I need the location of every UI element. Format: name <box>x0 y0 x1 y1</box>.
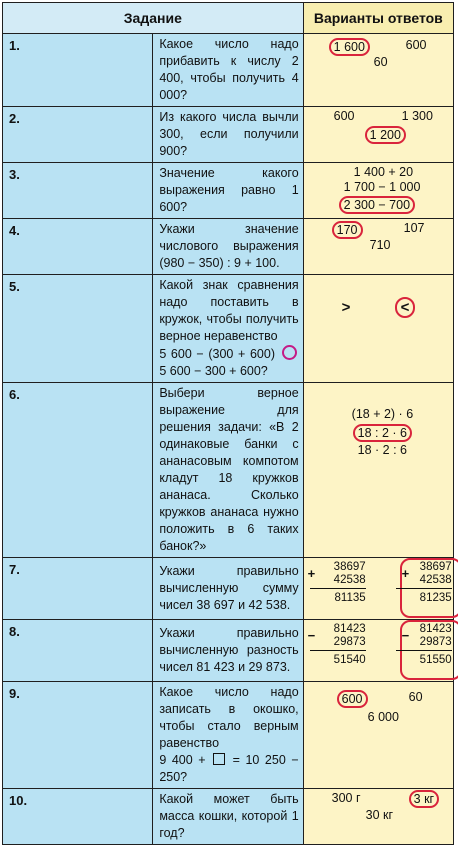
answer-option[interactable]: 60 <box>408 690 423 704</box>
subtrahend: 29873 <box>419 636 452 648</box>
question-number: 4. <box>3 219 153 275</box>
answer-option-selected[interactable]: 2 300 − 700 <box>339 196 415 214</box>
question-number: 7. <box>3 558 153 620</box>
table-row <box>3 219 454 275</box>
answer-cell <box>303 219 453 275</box>
plus-sign: + <box>401 566 410 581</box>
question-number: 10. <box>3 789 153 845</box>
column-addition-option[interactable] <box>307 561 366 605</box>
comparison-circle[interactable] <box>282 345 297 360</box>
question-number: 9. <box>3 682 153 789</box>
header-row <box>3 3 454 34</box>
sum-result: 81235 <box>396 588 452 605</box>
table-row <box>3 682 454 789</box>
minuend: 81423 <box>333 623 366 635</box>
answer-cell <box>303 383 453 558</box>
question-text: Укажи значение числового выражения (980 − 350) : 9 + 100. <box>153 219 303 275</box>
difference-result: 51540 <box>310 650 366 667</box>
answer-option-selected[interactable]: 18 : 2 · 6 <box>353 424 412 442</box>
answer-cell <box>303 620 453 682</box>
answer-cell <box>303 107 453 163</box>
answer-option[interactable]: 1 700 − 1 000 <box>343 180 421 194</box>
column-subtraction-option-selected[interactable] <box>396 623 452 667</box>
table-row <box>3 163 454 219</box>
answer-option[interactable]: 30 кг <box>365 808 394 822</box>
difference-result: 51550 <box>396 650 452 667</box>
answer-option-selected[interactable]: 3 кг <box>409 790 439 808</box>
question-number: 1. <box>3 34 153 107</box>
question-number: 3. <box>3 163 153 219</box>
answer-option[interactable]: 60 <box>373 55 388 69</box>
answer-option-selected[interactable]: 1 600 <box>329 38 370 56</box>
answer-option-selected[interactable]: 1 200 <box>365 126 406 144</box>
answer-option[interactable]: 300 г <box>331 791 361 805</box>
minus-sign: − <box>307 628 316 643</box>
question-cell <box>153 682 303 789</box>
question-text: Какой знак сравнения надо поставить в кружок, чтобы получить верное неравенство <box>159 278 299 343</box>
answer-option[interactable]: 1 400 + 20 <box>353 165 414 179</box>
answer-cell <box>303 34 453 107</box>
question-text: Какое число надо прибавить к числу 2 400, чтобы получить 4 000? <box>153 34 303 107</box>
question-text: Из какого числа вычли 300, если получили 900? <box>153 107 303 163</box>
question-cell <box>153 275 303 383</box>
answer-option[interactable]: 6 000 <box>367 710 399 724</box>
answer-cell <box>303 275 453 383</box>
question-text: Укажи правильно вычисленную разность чисел 81 423 и 29 873. <box>153 620 303 682</box>
question-text: Какое число надо записать в окошко, чтобы стало верным равенство <box>159 685 299 750</box>
table-row <box>3 383 454 558</box>
expression-left: 9 400 + <box>159 753 206 767</box>
answer-option-selected[interactable]: < <box>395 297 416 318</box>
table-row <box>3 620 454 682</box>
plus-sign: + <box>307 566 316 581</box>
test-table <box>2 2 454 845</box>
answer-option[interactable]: > <box>341 299 351 316</box>
test-page <box>2 2 454 840</box>
answer-option[interactable]: 710 <box>369 238 391 252</box>
expression-left: 5 600 − (300 + 600) <box>159 347 275 361</box>
subtrahend: 29873 <box>333 636 366 648</box>
answer-option[interactable]: 107 <box>403 221 425 235</box>
addend: 42538 <box>333 574 366 586</box>
question-text: Какой может быть масса кошки, которой 1 год? <box>153 789 303 845</box>
answer-cell <box>303 558 453 620</box>
answer-option[interactable]: (18 + 2) · 6 <box>351 407 414 421</box>
table-row <box>3 275 454 383</box>
column-subtraction-option[interactable] <box>307 623 366 667</box>
answer-cell <box>303 789 453 845</box>
table-row <box>3 789 454 845</box>
expression-right: = 10 250 − 250? <box>159 753 299 784</box>
question-text: Укажи правильно вычисленную сумму чисел 38 697 и 42 538. <box>153 558 303 620</box>
header-task: Задание <box>3 3 304 34</box>
question-number: 6. <box>3 383 153 558</box>
answer-cell <box>303 682 453 789</box>
answer-option[interactable]: 18 · 2 : 6 <box>357 443 407 457</box>
addend: 38697 <box>333 561 366 573</box>
answer-option[interactable]: 600 <box>333 109 355 123</box>
table-row <box>3 34 454 107</box>
question-number: 5. <box>3 275 153 383</box>
expression-right: 5 600 − 300 + 600? <box>159 364 268 378</box>
answer-box[interactable] <box>213 753 225 765</box>
answer-option[interactable]: 600 <box>405 38 427 52</box>
column-addition-option-selected[interactable] <box>396 561 452 605</box>
minuend: 81423 <box>419 623 452 635</box>
question-number: 2. <box>3 107 153 163</box>
answer-option-selected[interactable]: 600 <box>337 690 368 708</box>
answer-option[interactable]: 1 300 <box>401 109 433 123</box>
addend: 38697 <box>419 561 452 573</box>
question-text: Значение какого выражения равно 1 600? <box>153 163 303 219</box>
answer-option-selected[interactable]: 170 <box>332 221 363 239</box>
header-answers: Варианты ответов <box>303 3 453 34</box>
sum-result: 81135 <box>310 588 366 605</box>
table-row <box>3 558 454 620</box>
addend: 42538 <box>419 574 452 586</box>
answer-cell <box>303 163 453 219</box>
question-number: 8. <box>3 620 153 682</box>
question-text: Выбери верное выражение для решения задачи: «В 2 одинаковые банки с ананасовым компотом кладут 18 кружков ананаса. Сколько кружков ананаса нужно положить в 6 таких банок?» <box>153 383 303 558</box>
table-row <box>3 107 454 163</box>
minus-sign: − <box>401 628 410 643</box>
